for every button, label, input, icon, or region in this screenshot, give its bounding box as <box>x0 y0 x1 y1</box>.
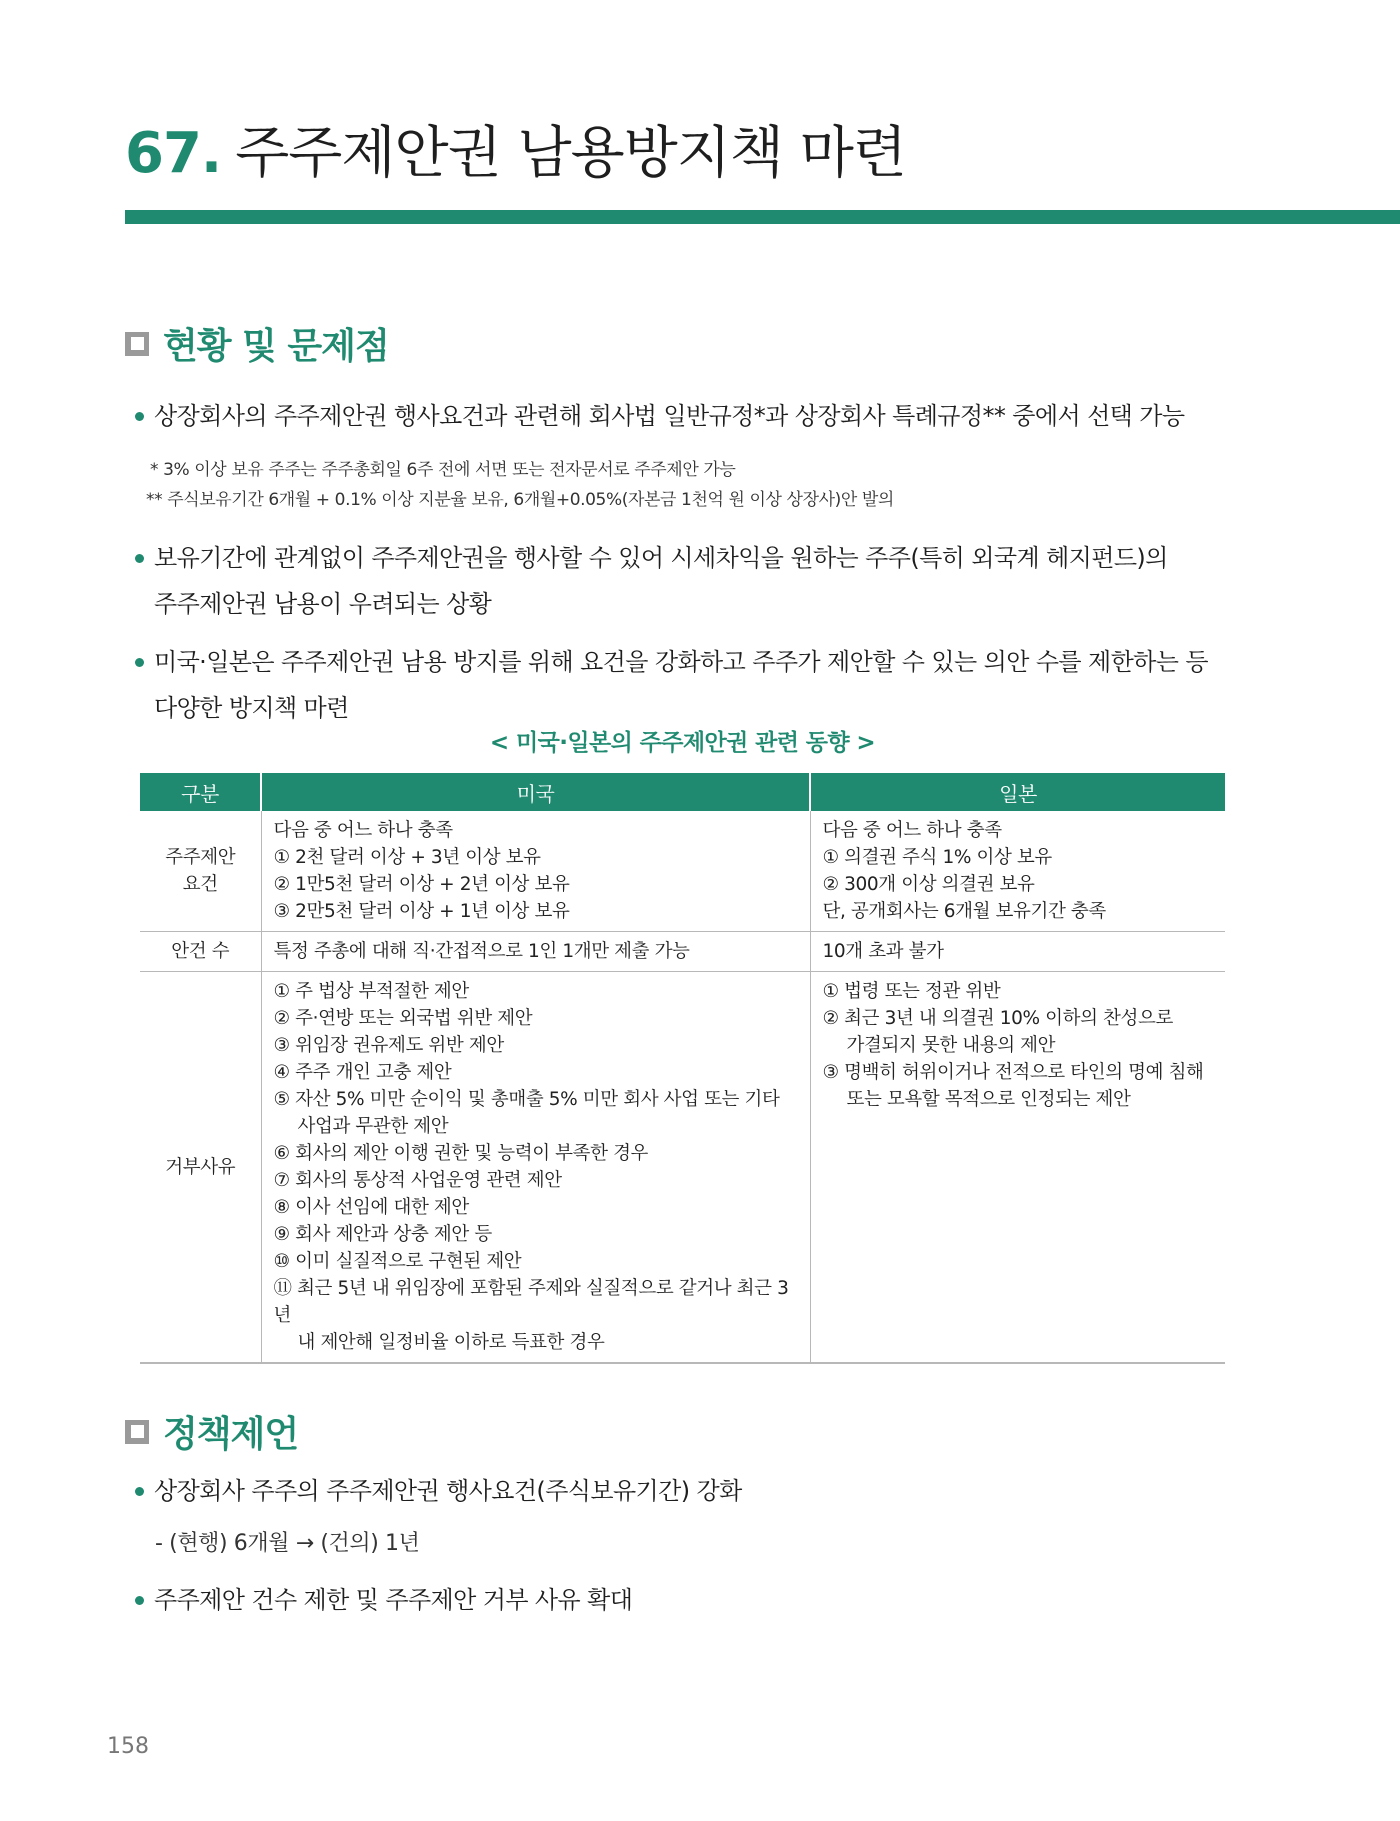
bullet-item: 주주제안 건수 제한 및 주주제안 거부 사유 확대 <box>130 1577 1240 1623</box>
table-header-row <box>140 773 1225 811</box>
bullet-dot-icon <box>135 658 144 667</box>
header-us: 미국 <box>261 773 810 811</box>
header-category: 구분 <box>140 773 261 811</box>
footnote: ** 주식보유기간 6개월 + 0.1% 이상 지분율 보유, 6개월+0.05%(자본금 1천억 원 이상 상장사)안 발의 <box>146 490 894 510</box>
bullet-item: 보유기간에 관계없이 주주제안권을 행사할 수 있어 시세차익을 원하는 주주(특히 외국계 헤지펀드)의 주주제안권 남용이 우려되는 상황 <box>130 535 1240 627</box>
footnote: * 3% 이상 보유 주주는 주주총회일 6주 전에 서면 또는 전자문서로 주주제안 가능 <box>150 460 736 480</box>
bullet-item: 상장회사의 주주제안권 행사요건과 관련해 회사법 일반규정*과 상장회사 특례규정** 중에서 선택 가능 <box>130 393 1240 439</box>
bullet-dot-icon <box>135 554 144 563</box>
bullet-dot-icon <box>135 1596 144 1605</box>
row-label: 주주제안 요건 <box>140 811 261 932</box>
section-heading-policy <box>125 1406 298 1457</box>
cell-japan: 다음 중 어느 하나 충족 ① 의결권 주식 1% 이상 보유 ② 300개 이상 의결권 보유 단, 공개회사는 6개월 보유기간 충족 <box>810 811 1225 932</box>
cell-japan: 10개 초과 불가 <box>810 932 1225 972</box>
header-japan: 일본 <box>810 773 1225 811</box>
sub-item: - (현행) 6개월 → (건의) 1년 <box>155 1531 420 1556</box>
chapter-title: 주주제안권 남용방지책 마련 <box>235 121 906 186</box>
row-label: 거부사유 <box>140 972 261 1364</box>
bullet-item: 미국·일본은 주주제안권 남용 방지를 위해 요건을 강화하고 주주가 제안할 수 있는 의안 수를 제한하는 등 다양한 방지책 마련 <box>130 639 1240 731</box>
bullet-dot-icon <box>135 1487 144 1496</box>
comparison-table <box>140 773 1225 1364</box>
table-row <box>140 972 1225 1364</box>
cell-japan: ① 법령 또는 정관 위반 ② 최근 3년 내 의결권 10% 이하의 찬성으로 가결되지 못한 내용의 제안 ③ 명백히 허위이거나 전적으로 타인의 명예 침해 또는 모욕할 목적으로 인정되는 제안 <box>810 972 1225 1364</box>
cell-us: ① 주 법상 부적절한 제안 ② 주·연방 또는 외국법 위반 제안 ③ 위임장 권유제도 위반 제안 ④ 주주 개인 고충 제안 ⑤ 자산 5% 미만 순이익 및 총매출 5% 미만 회사 사업 또는 기타 사업과 무관한 제안 ⑥ 회사의 제안 이행 권한 및 능력이 부족한 경우 ⑦ 회사의 통상적 사업운영 관련 제안 ⑧ 이사 선임에 대한 제안 ⑨ 회사 제안과 상충 제안 등 ⑩ 이미 실질적으로 구현된 제안 ⑪ 최근 5년 내 위임장에 포함된 주제와 실질적으로 같거나 최근 3년 내 제안해 일정비율 이하로 득표한 경우 <box>261 972 810 1364</box>
bullet-dot-icon <box>135 412 144 421</box>
chapter-number: 67. <box>125 121 222 186</box>
section-heading-status <box>125 318 389 369</box>
table-caption: < 미국·일본의 주주제안권 관련 동향 > <box>489 730 876 756</box>
square-bullet-icon <box>125 1420 149 1444</box>
cell-us: 특정 주총에 대해 직·간접적으로 1인 1개만 제출 가능 <box>261 932 810 972</box>
cell-us: 다음 중 어느 하나 충족 ① 2천 달러 이상 + 3년 이상 보유 ② 1만5천 달러 이상 + 2년 이상 보유 ③ 2만5천 달러 이상 + 1년 이상 보유 <box>261 811 810 932</box>
section-title: 정책제언 <box>163 1414 299 1455</box>
square-bullet-icon <box>125 332 149 356</box>
page-number: 158 <box>107 1734 149 1759</box>
title-underline <box>125 210 1400 224</box>
page-title <box>125 118 906 190</box>
bullet-item: 상장회사 주주의 주주제안권 행사요건(주식보유기간) 강화 <box>130 1468 1240 1514</box>
table-row <box>140 811 1225 932</box>
row-label: 안건 수 <box>140 932 261 972</box>
table-row <box>140 932 1225 972</box>
section-title: 현황 및 문제점 <box>163 326 389 367</box>
